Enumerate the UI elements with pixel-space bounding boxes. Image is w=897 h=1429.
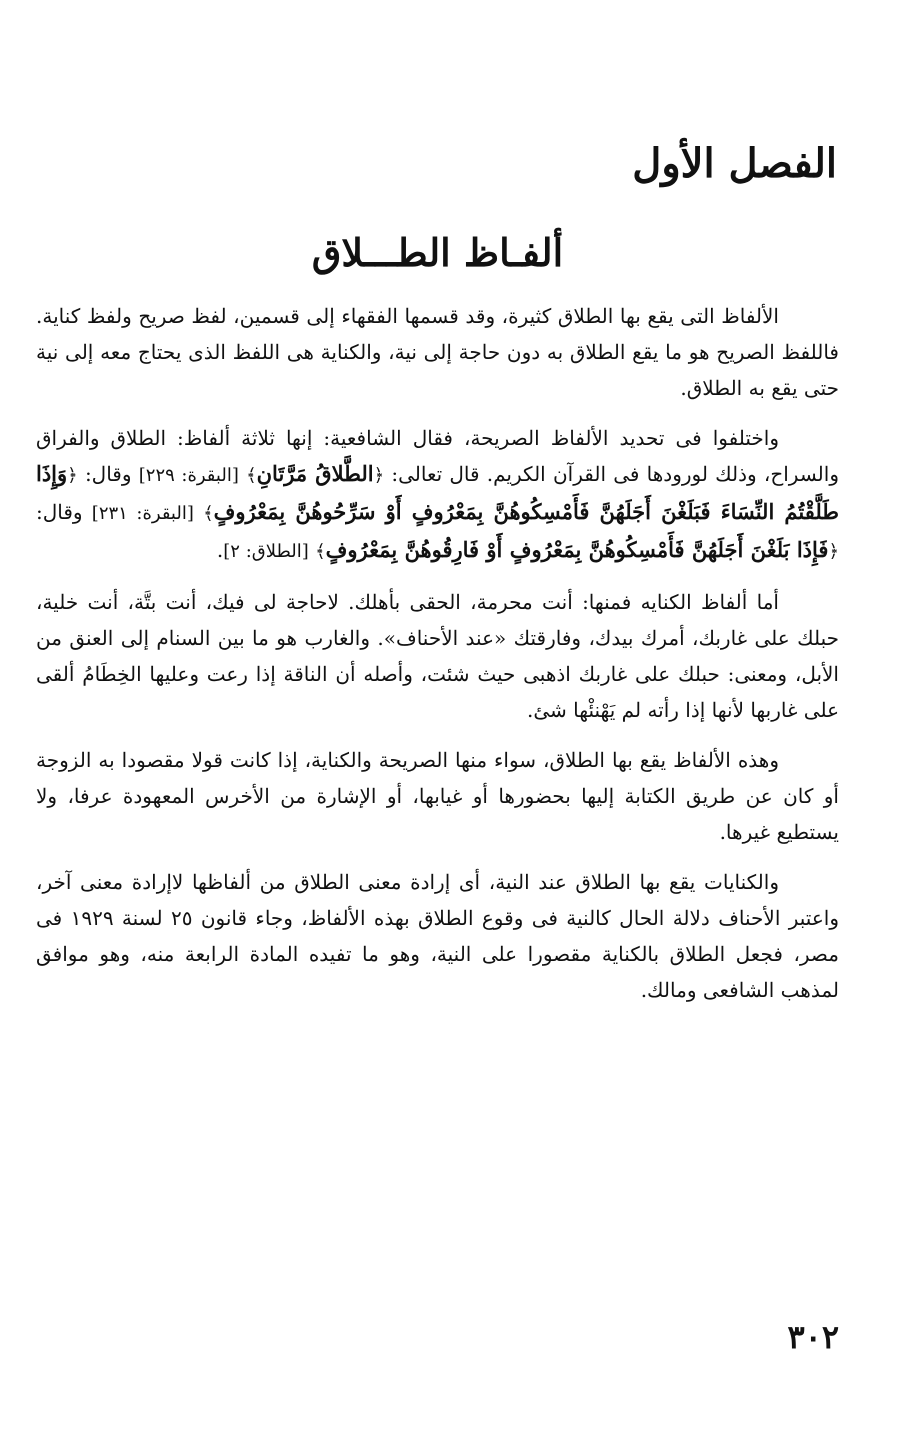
paragraph-1: الألفاظ التى يقع بها الطلاق كثيرة، وقد قسمها الفقهاء إلى قسمين، لفظ صريح ولفظ كناية. فاللفظ الصريح هو ما يقع الطلاق به دون حاجة إلى نية، والكناية هى اللفظ الذى يحتاج معه إلى نية حتى يقع به الطلاق. xyxy=(36,304,839,400)
quran-verse-3: فَإِذَا بَلَغْنَ أَجَلَهُنَّ فَأَمْسِكُوهُنَّ بِمَعْرُوفٍ أَوْ فَارِقُوهُنَّ بِمَعْرُوفٍ xyxy=(325,537,829,562)
paragraph-2-end: . xyxy=(216,538,224,562)
page-body xyxy=(36,298,839,1022)
section-title: ألفـاظ الطـــلاق xyxy=(311,230,564,275)
and-said-2: وقال: xyxy=(36,500,83,524)
and-said-1: وقال: xyxy=(84,462,132,486)
paragraph-2-intro: واختلفوا فى تحديد الألفاظ الصريحة، فقال الشافعية: إنها ثلاثة ألفاظ: الطلاق والفراق والسراح، وذلك لورودها فى القرآن الكريم. قال تعالى: xyxy=(36,426,839,486)
page-number: ٣٠٢ xyxy=(787,1318,839,1356)
quran-verse-2: وَإِذَا طَلَّقْتُمُ النِّسَاءَ فَبَلَغْنَ أَجَلَهُنَّ فَأَمْسِكُوهُنَّ بِمَعْرُوفٍ أَوْ سَرِّحُوهُنَّ بِمَعْرُوفٍ xyxy=(36,461,840,524)
verse-reference-2: [البقرة: ٢٣١] xyxy=(91,503,194,524)
ornate-bracket-close: ﴾ xyxy=(315,541,326,562)
book-page xyxy=(36,0,839,1429)
verse-reference-1: [البقرة: ٢٢٩] xyxy=(138,465,239,486)
ornate-bracket-open: ﴿ xyxy=(67,465,78,486)
ornate-bracket-open: ﴿ xyxy=(828,541,839,562)
paragraph-2 xyxy=(36,420,839,570)
paragraph-5: والكنايات يقع بها الطلاق عند النية، أى إرادة معنى الطلاق من ألفاظها لاإرادة معنى آخر، واعتبر الأحناف دلالة الحال كالنية فى وقوع الطلاق بهذه الألفاظ، وجاء قانون ٢٥ لسنة ١٩٢٩ فى مصر، فجعل الطلاق بالكناية مقصورا على النية، وهو ما تفيده المادة الرابعة منه، وهو موافق لمذهب الشافعى ومالك. xyxy=(36,870,839,1002)
chapter-title: الفصل الأول xyxy=(632,140,837,187)
verse-reference-3: [الطلاق: ٢] xyxy=(223,541,309,562)
paragraph-3: أما ألفاظ الكنايه فمنها: أنت محرمة، الحقى بأهلك. لاحاجة لى فيك، أنت بتَّة، أنت خلية، حبلك على غاربك، أمرك بيدك، وفارقتك «عند الأحناف». والغارب هو ما بين السنام إلى العنق من الأبل، ومعنى: حبلك على غاربك اذهبى حيث شئت، وأصله أن الناقة إذا رعت وعليها الخِطَامُ ألقى على غاربها لأنها إذا رأته لم يَهْنئْها شئ. xyxy=(36,590,839,722)
ornate-bracket-close: ﴾ xyxy=(246,465,257,486)
ornate-bracket-open: ﴿ xyxy=(373,465,385,486)
paragraph-4: وهذه الألفاظ يقع بها الطلاق، سواء منها الصريحة والكناية، إذا كانت قولا مقصودا به الزوجة أو كان عن طريق الكتابة إليها بحضورها أو غيابها، أو الإشارة من الأخرس المعهودة عرفا، ولا يستطيع غيرها. xyxy=(36,748,839,844)
ornate-bracket-close: ﴾ xyxy=(203,503,214,524)
quran-verse-1: الطَّلاقُ مَرَّتَانِ xyxy=(256,461,374,486)
